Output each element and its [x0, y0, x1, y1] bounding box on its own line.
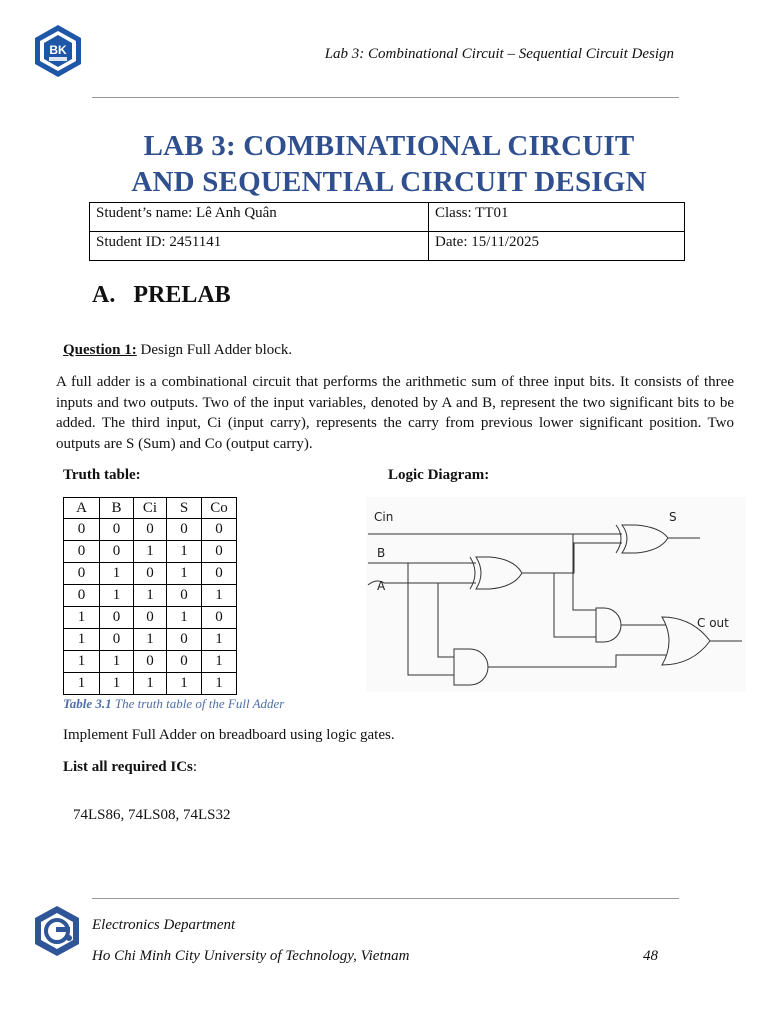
- section-heading-prelab: A. PRELAB: [92, 282, 231, 308]
- lab-title-line-2: AND SEQUENTIAL CIRCUIT DESIGN: [131, 166, 647, 198]
- table-cell: 0: [167, 519, 202, 541]
- footer-divider: [92, 898, 679, 899]
- table-cell: 1: [64, 651, 100, 673]
- ics-list: 74LS86, 74LS08, 74LS32: [73, 807, 231, 823]
- table-cell: 0: [64, 563, 100, 585]
- table-row: [64, 651, 237, 673]
- table-cell: 0: [202, 563, 237, 585]
- table-cell: 1: [202, 673, 237, 695]
- table-cell: 0: [202, 607, 237, 629]
- department-logo: [32, 905, 82, 957]
- column-header: S: [167, 498, 202, 519]
- table-cell: 1: [134, 585, 167, 607]
- table-cell: 0: [64, 519, 100, 541]
- table-cell: 0: [64, 541, 100, 563]
- class-cell: Class: TT01: [429, 203, 685, 232]
- table-cell: 0: [167, 629, 202, 651]
- table-cell: 1: [100, 563, 134, 585]
- table-cell: 0: [64, 585, 100, 607]
- table-row: [90, 203, 685, 232]
- table-cell: 1: [64, 607, 100, 629]
- implement-instruction: Implement Full Adder on breadboard using logic gates.: [63, 727, 395, 743]
- table-cell: 1: [167, 673, 202, 695]
- table-row: [64, 673, 237, 695]
- column-header: Co: [202, 498, 237, 519]
- truth-table-caption: [63, 696, 284, 712]
- column-header: Ci: [134, 498, 167, 519]
- page-number: 48: [643, 948, 658, 964]
- footer-department: Electronics Department: [92, 917, 236, 933]
- output-label-s: S: [669, 510, 677, 524]
- table-cell: 0: [167, 651, 202, 673]
- footer-university: Ho Chi Minh City University of Technology, Vietnam: [92, 948, 410, 964]
- table-cell: 0: [100, 607, 134, 629]
- table-cell: 1: [134, 629, 167, 651]
- svg-text:BK: BK: [49, 43, 67, 57]
- table-cell: 1: [202, 651, 237, 673]
- table-row: [64, 541, 237, 563]
- table-row: [64, 585, 237, 607]
- column-header: A: [64, 498, 100, 519]
- table-cell: 0: [134, 607, 167, 629]
- table-cell: 1: [167, 607, 202, 629]
- truth-table-label: Truth table:: [63, 467, 141, 483]
- output-label-cout: C out: [697, 616, 729, 630]
- table-cell: 1: [100, 585, 134, 607]
- question-1-label: Question 1:: [63, 342, 137, 358]
- input-label-cin: Cin: [374, 510, 394, 524]
- table-header-row: [64, 498, 237, 519]
- input-label-b: B: [377, 546, 386, 560]
- running-header: Lab 3: Combinational Circuit – Sequential Circuit Design: [324, 46, 674, 62]
- truth-table: [63, 497, 237, 695]
- table-cell: 0: [100, 541, 134, 563]
- caption-label: Table 3.1: [63, 696, 112, 711]
- lab-title-line-1: LAB 3: COMBINATIONAL CIRCUIT: [143, 130, 635, 162]
- ics-colon: :: [192, 759, 198, 775]
- question-1: [63, 342, 292, 359]
- table-cell: 0: [100, 519, 134, 541]
- table-cell: 1: [100, 673, 134, 695]
- full-adder-logic-diagram: [366, 497, 746, 692]
- table-cell: 1: [64, 673, 100, 695]
- ics-heading: [63, 759, 197, 776]
- table-row: [64, 629, 237, 651]
- full-adder-description: A full adder is a combinational circuit that performs the arithmetic sum of three input bits. It consists of three inputs and two outputs. Two of the input variables, denoted by A and B, represent the two significant bits to be added. The third input, Ci (input carry), represents the carry from previous lower significant position. Two outputs are S (Sum) and Co (output carry).: [56, 374, 734, 453]
- table-cell: 1: [202, 629, 237, 651]
- table-cell: 0: [202, 541, 237, 563]
- question-1-text: Design Full Adder block.: [136, 342, 293, 358]
- table-cell: 0: [134, 563, 167, 585]
- table-cell: 1: [134, 541, 167, 563]
- column-header: B: [100, 498, 134, 519]
- table-row: [64, 607, 237, 629]
- table-cell: 0: [134, 651, 167, 673]
- student-id-cell: Student ID: 2451141: [90, 232, 429, 261]
- logic-diagram-label: Logic Diagram:: [388, 467, 490, 483]
- student-name-cell: Student’s name: Lê Anh Quân: [90, 203, 429, 232]
- date-cell: Date: 15/11/2025: [429, 232, 685, 261]
- student-info-table: [89, 202, 685, 261]
- table-cell: 1: [100, 651, 134, 673]
- input-label-a: A: [377, 579, 386, 593]
- table-cell: 1: [202, 585, 237, 607]
- table-row: [90, 232, 685, 261]
- table-cell: 1: [167, 563, 202, 585]
- table-cell: 1: [64, 629, 100, 651]
- table-row: [64, 519, 237, 541]
- table-cell: 0: [167, 585, 202, 607]
- table-row: [64, 563, 237, 585]
- table-cell: 0: [100, 629, 134, 651]
- header-divider: [92, 97, 679, 98]
- ics-label: List all required ICs: [63, 759, 193, 775]
- table-cell: 0: [134, 519, 167, 541]
- table-cell: 1: [134, 673, 167, 695]
- caption-text: The truth table of the Full Adder: [111, 696, 285, 711]
- table-cell: 0: [202, 519, 237, 541]
- table-cell: 1: [167, 541, 202, 563]
